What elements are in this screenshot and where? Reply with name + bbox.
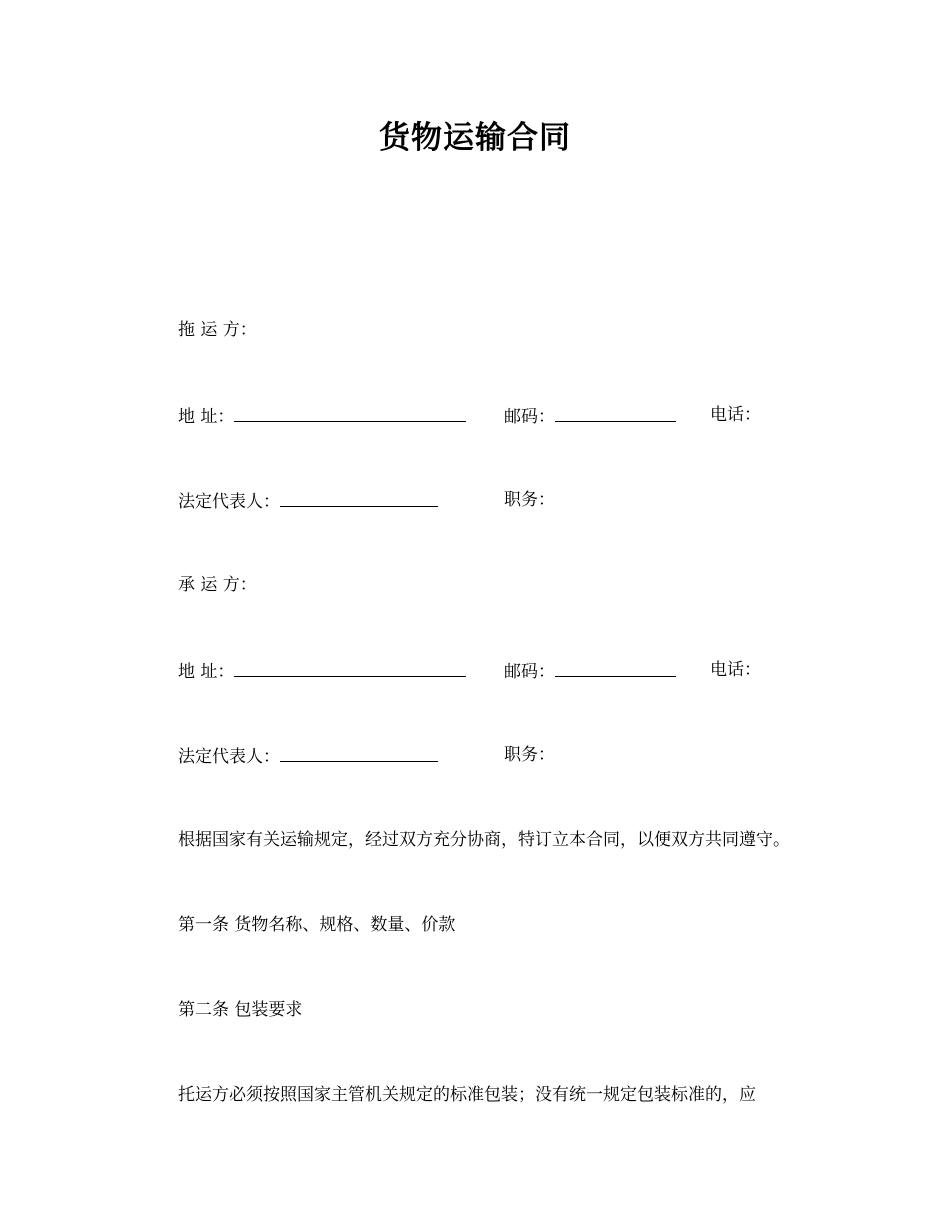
- shipper-address-label: 地 址：: [178, 407, 235, 427]
- carrier-postcode-row: [504, 658, 676, 684]
- shipper-legal-rep-field[interactable]: [280, 488, 438, 507]
- carrier-legal-rep-row: [178, 743, 438, 769]
- carrier-label-text: 承 运 方：: [178, 575, 257, 595]
- shipper-position-label: 职务：: [504, 490, 555, 510]
- carrier-postcode-label: 邮码：: [504, 662, 555, 682]
- shipper-postcode-row: [504, 403, 676, 429]
- carrier-position-row: [504, 743, 555, 767]
- carrier-legal-rep-label: 法定代表人：: [178, 747, 280, 767]
- shipper-phone-label: 电话：: [710, 405, 761, 425]
- shipper-phone-row: [710, 403, 761, 427]
- article-2-body: 托运方必须按照国家主管机关规定的标准包装；没有统一规定包装标准的，应: [178, 1085, 756, 1105]
- shipper-label: [178, 318, 257, 342]
- carrier-position-label: 职务：: [504, 745, 555, 765]
- carrier-address-row: [178, 658, 466, 684]
- carrier-legal-rep-field[interactable]: [280, 743, 438, 762]
- article-2-heading: 第二条 包装要求: [178, 1000, 303, 1020]
- shipper-address-field[interactable]: [234, 403, 466, 422]
- shipper-label-text: 拖 运 方：: [178, 320, 257, 340]
- article-1-heading: 第一条 货物名称、规格、数量、价款: [178, 915, 456, 935]
- shipper-legal-rep-row: [178, 488, 438, 514]
- shipper-postcode-label: 邮码：: [504, 407, 555, 427]
- shipper-postcode-field[interactable]: [555, 403, 676, 422]
- carrier-phone-row: [710, 658, 761, 682]
- shipper-address-row: [178, 403, 466, 429]
- carrier-address-field[interactable]: [234, 658, 466, 677]
- carrier-postcode-field[interactable]: [555, 658, 676, 677]
- preamble-paragraph: 根据国家有关运输规定，经过双方充分协商，特订立本合同，以便双方共同遵守。: [178, 830, 790, 850]
- shipper-position-row: [504, 488, 555, 512]
- shipper-legal-rep-label: 法定代表人：: [178, 492, 280, 512]
- carrier-phone-label: 电话：: [710, 660, 761, 680]
- document-title: 货物运输合同: [379, 120, 571, 156]
- carrier-address-label: 地 址：: [178, 662, 235, 682]
- carrier-label: [178, 573, 257, 597]
